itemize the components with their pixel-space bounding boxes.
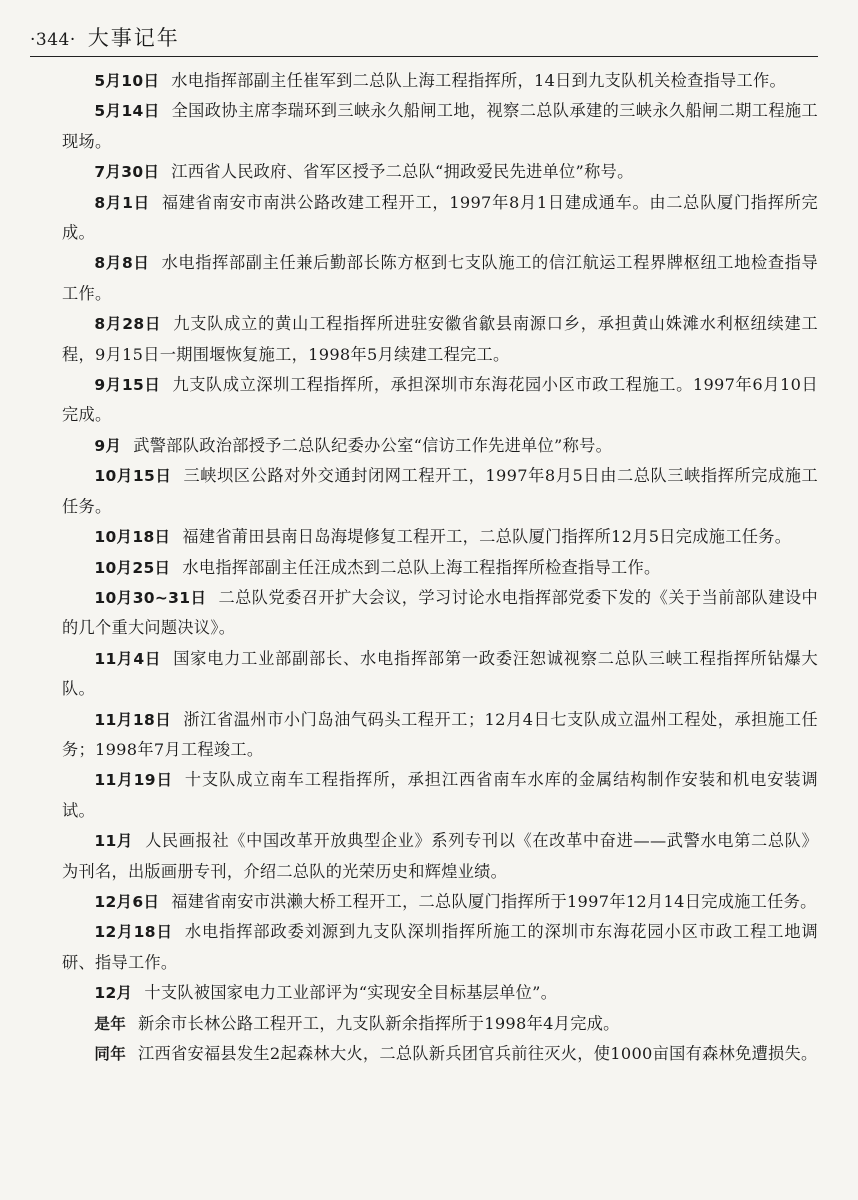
entry-item <box>62 705 818 766</box>
entry-text: 新余市长林公路工程开工，九支队新余指挥所于1998年4月完成。 <box>138 1013 620 1033</box>
entry-item <box>62 66 818 96</box>
entry-date: 10月15日 <box>94 467 172 486</box>
entry-text: 十支队成立南车工程指挥所，承担江西省南车水库的金属结构制作安装和机电安装调试。 <box>62 770 818 820</box>
entry-date: 5月10日 <box>94 72 160 90</box>
entry-date: 11月4日 <box>94 649 162 668</box>
entry-date: 12月18日 <box>94 923 173 942</box>
entry-item <box>62 644 818 705</box>
entry-date: 12月 <box>94 984 133 1003</box>
entry-text: 二总队党委召开扩大会议，学习讨论水电指挥部党委下发的《关于当前部队建设中的几个重大问题决议》。 <box>62 587 819 638</box>
entry-item <box>62 583 818 644</box>
entry-item <box>62 96 818 157</box>
entry-item <box>62 1009 818 1039</box>
entry-text: 三峡坝区公路对外交通封闭网工程开工，1997年8月5日由二总队三峡指挥所完成施工任务。 <box>62 466 818 516</box>
entry-item <box>62 309 818 370</box>
entry-date: 7月30日 <box>94 163 160 182</box>
entry-item <box>62 765 818 826</box>
entry-text: 福建省莆田县南日岛海堤修复工程开工，二总队厦门指挥所12月5日完成施工任务。 <box>182 527 792 547</box>
entry-text: 九支队成立深圳工程指挥所，承担深圳市东海花园小区市政工程施工。1997年6月10日完成。 <box>62 375 819 425</box>
page-header <box>30 22 818 56</box>
running-title: 大事记年 <box>87 26 180 50</box>
entry-item <box>62 188 818 249</box>
entry-date: 11月19日 <box>94 771 173 790</box>
entry-text: 水电指挥部副主任崔军到二总队上海工程指挥所，14日到九支队机关检查指导工作。 <box>171 71 786 90</box>
entry-text: 水电指挥部政委刘源到九支队深圳指挥所施工的深圳市东海花园小区市政工程工地调研、指导工作。 <box>62 922 818 972</box>
entry-text: 水电指挥部副主任兼后勤部长陈方枢到七支队施工的信江航运工程界牌枢纽工地检查指导工作。 <box>62 253 818 303</box>
entry-item <box>62 887 818 917</box>
entry-date: 8月28日 <box>94 315 162 334</box>
entry-text: 九支队成立的黄山工程指挥所进驻安徽省歙县南源口乡，承担黄山姝滩水利枢纽续建工程，9月15日一期围堰恢复施工，1998年5月续建工程完工。 <box>62 314 818 364</box>
header-rule <box>30 56 818 57</box>
entry-text: 水电指挥部副主任汪成杰到二总队上海工程指挥所检查指导工作。 <box>182 557 661 577</box>
entry-item <box>62 1039 818 1069</box>
entry-item <box>62 431 818 461</box>
entry-item <box>62 522 818 552</box>
entry-date: 8月8日 <box>94 254 150 273</box>
entry-item <box>62 370 818 431</box>
page-number: ·344· <box>30 30 76 50</box>
entry-text: 福建省南安市洪濑大桥工程开工，二总队厦门指挥所于1997年12月14日完成施工任务。 <box>171 891 817 911</box>
entry-date: 10月25日 <box>94 558 171 577</box>
entry-date: 9月15日 <box>94 376 161 395</box>
entry-item <box>62 461 818 522</box>
chronicle-entries <box>0 66 858 1069</box>
entry-date: 11月18日 <box>94 710 172 729</box>
entry-text: 全国政协主席李瑞环到三峡永久船闸工地，视察二总队承建的三峡永久船闸二期工程施工现场。 <box>62 101 818 151</box>
entry-text: 国家电力工业部副部长、水电指挥部第一政委汪恕诚视察二总队三峡工程指挥所钻爆大队。 <box>62 648 818 699</box>
entry-date: 9月 <box>94 436 122 455</box>
entry-item <box>62 978 818 1008</box>
entry-date: 是年 <box>94 1014 126 1033</box>
entry-date: 8月1日 <box>94 193 150 212</box>
entry-text: 人民画报社《中国改革开放典型企业》系列专刊以《在改革中奋进——武警水电第二总队》为刊名，出版画册专刊，介绍二总队的光荣历史和辉煌业绩。 <box>62 831 818 881</box>
entry-date: 10月30~31日 <box>94 588 207 607</box>
entry-date: 12月6日 <box>94 892 160 911</box>
entry-item <box>62 826 818 887</box>
entry-text: 十支队被国家电力工业部评为“实现安全目标基层单位”。 <box>144 983 558 1003</box>
entry-text: 江西省人民政府、省军区授予二总队“拥政爱民先进单位”称号。 <box>171 162 634 182</box>
entry-text: 江西省安福县发生2起森林大火，二总队新兵团官兵前往灭火，使1000亩国有森林免遭损失。 <box>138 1044 818 1063</box>
entry-text: 武警部队政治部授予二总队纪委办公室“信访工作先进单位”称号。 <box>133 435 613 455</box>
entry-item <box>62 553 818 583</box>
entry-item <box>62 248 818 309</box>
entry-item <box>62 917 818 978</box>
entry-text: 福建省南安市南洪公路改建工程开工，1997年8月1日建成通车。由二总队厦门指挥所完成。 <box>62 192 818 243</box>
entry-date: 5月14日 <box>94 102 160 121</box>
entry-date: 10月18日 <box>94 528 171 547</box>
entry-date: 同年 <box>94 1045 126 1063</box>
entry-date: 11月 <box>94 832 134 851</box>
entry-text: 浙江省温州市小门岛油气码头工程开工；12月4日七支队成立温州工程处，承担施工任务；1998年7月工程竣工。 <box>62 709 818 759</box>
entry-item <box>62 157 818 187</box>
